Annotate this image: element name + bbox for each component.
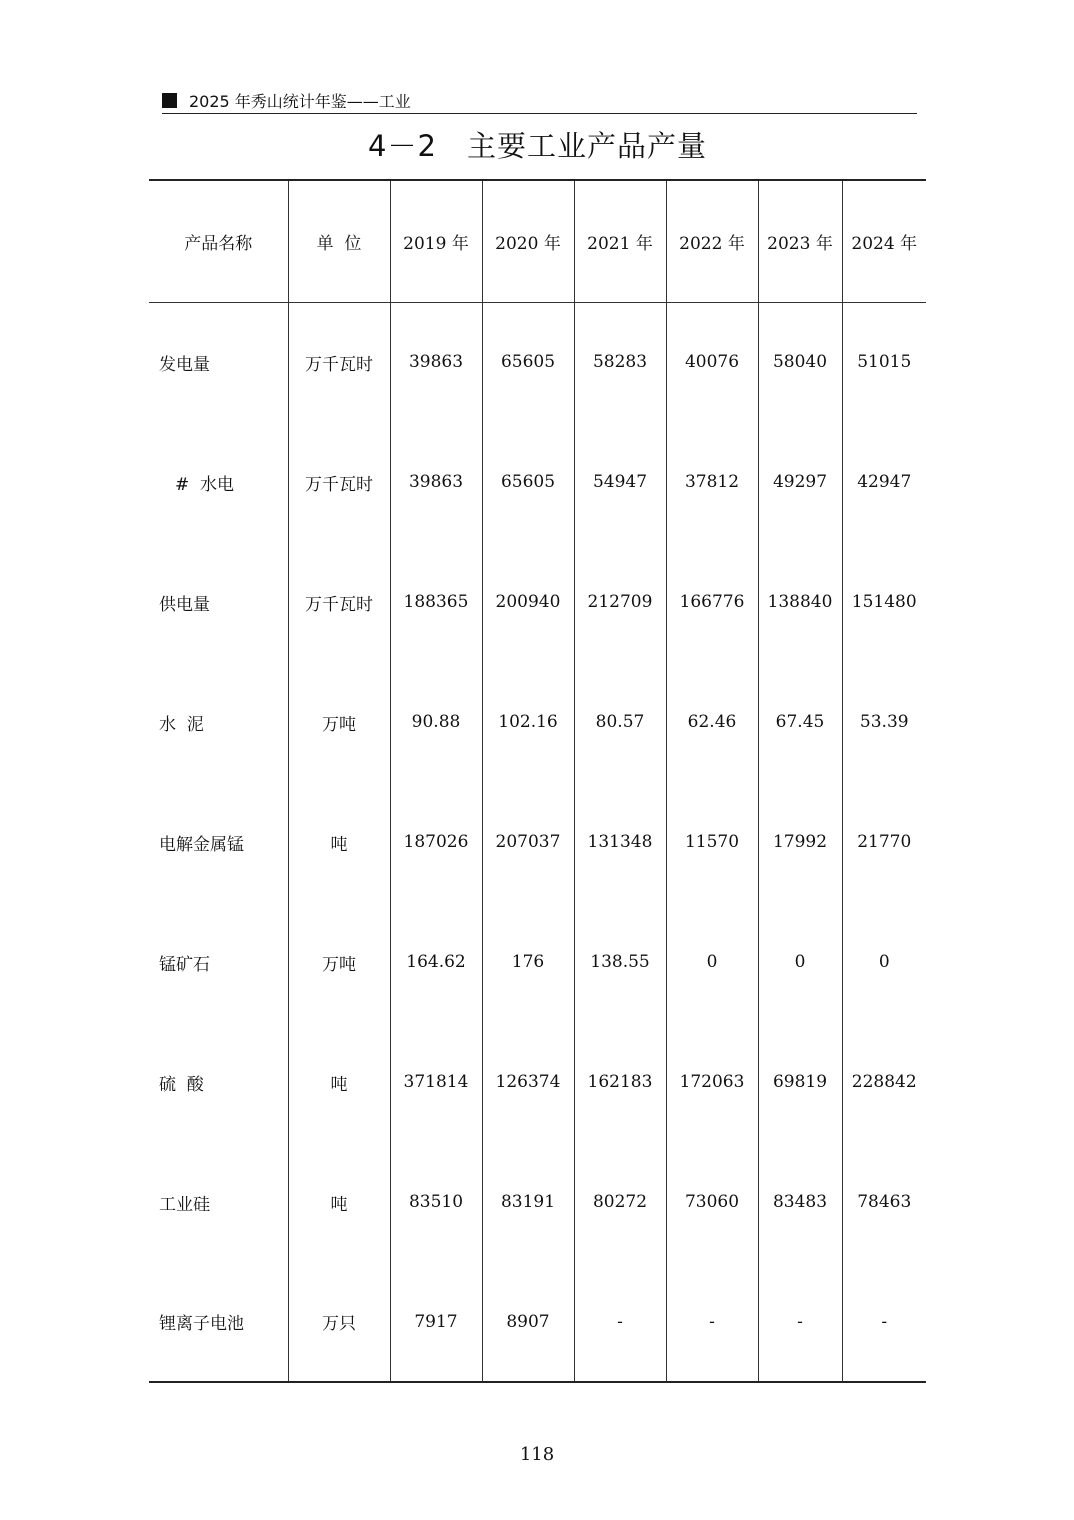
product-name-cell: 水 泥 [159, 714, 204, 735]
value-cell: - [574, 1262, 666, 1382]
running-header-text: 2025 年秀山统计年鉴——工业 [189, 92, 411, 111]
value-cell: 126374 [482, 1022, 574, 1142]
table-row [149, 902, 926, 1022]
unit-cell: 万千瓦时 [288, 422, 390, 542]
unit-cell: 万吨 [288, 662, 390, 782]
unit-cell: 万千瓦时 [288, 542, 390, 662]
value-cell: 207037 [482, 782, 574, 902]
value-cell: 83510 [390, 1142, 482, 1262]
value-cell: - [758, 1262, 842, 1382]
product-name-cell: 锂离子电池 [159, 1314, 244, 1334]
unit-cell: 吨 [288, 782, 390, 902]
value-cell: 83191 [482, 1142, 574, 1262]
header-product-name: 产品名称 [149, 180, 288, 302]
value-cell: 138840 [758, 542, 842, 662]
table-row [149, 422, 926, 542]
value-cell: 172063 [666, 1022, 758, 1142]
header-square-icon [162, 93, 177, 108]
value-cell: 42947 [842, 422, 926, 542]
value-cell: 131348 [574, 782, 666, 902]
value-cell: 228842 [842, 1022, 926, 1142]
value-cell: 8907 [482, 1262, 574, 1382]
unit-cell: 万只 [288, 1262, 390, 1382]
table-row [149, 782, 926, 902]
value-cell: 371814 [390, 1022, 482, 1142]
value-cell: 67.45 [758, 662, 842, 782]
value-cell: 40076 [666, 302, 758, 422]
page-number: 118 [519, 1444, 555, 1465]
value-cell: 21770 [842, 782, 926, 902]
value-cell: 162183 [574, 1022, 666, 1142]
value-cell: 65605 [482, 302, 574, 422]
value-cell: 49297 [758, 422, 842, 542]
header-2023: 2023 年 [758, 180, 842, 302]
value-cell: 187026 [390, 782, 482, 902]
unit-cell: 万千瓦时 [288, 302, 390, 422]
value-cell: 11570 [666, 782, 758, 902]
value-cell: 53.39 [842, 662, 926, 782]
table-row [149, 662, 926, 782]
product-name-cell: 锰矿石 [159, 954, 210, 975]
value-cell: 212709 [574, 542, 666, 662]
value-cell: 7917 [390, 1262, 482, 1382]
header-2019: 2019 年 [390, 180, 482, 302]
table-row [149, 1142, 926, 1262]
value-cell: 0 [758, 902, 842, 1022]
value-cell: 17992 [758, 782, 842, 902]
running-header [162, 88, 917, 114]
product-name-cell: 工业硅 [159, 1194, 210, 1215]
production-table [149, 179, 926, 1383]
value-cell: 151480 [842, 542, 926, 662]
unit-cell: 万吨 [288, 902, 390, 1022]
value-cell: 188365 [390, 542, 482, 662]
value-cell: - [666, 1262, 758, 1382]
value-cell: 164.62 [390, 902, 482, 1022]
value-cell: 138.55 [574, 902, 666, 1022]
value-cell: 73060 [666, 1142, 758, 1262]
table-row [149, 1022, 926, 1142]
value-cell: 0 [666, 902, 758, 1022]
header-2020: 2020 年 [482, 180, 574, 302]
table-row [149, 302, 926, 422]
product-name-cell: # 水电 [175, 474, 235, 495]
header-2021: 2021 年 [574, 180, 666, 302]
value-cell: 39863 [390, 302, 482, 422]
value-cell: 176 [482, 902, 574, 1022]
value-cell: 0 [842, 902, 926, 1022]
value-cell: 69819 [758, 1022, 842, 1142]
value-cell: 58040 [758, 302, 842, 422]
value-cell: 51015 [842, 302, 926, 422]
table-row [149, 1262, 926, 1382]
value-cell: 200940 [482, 542, 574, 662]
value-cell: 37812 [666, 422, 758, 542]
value-cell: 80272 [574, 1142, 666, 1262]
header-2022: 2022 年 [666, 180, 758, 302]
value-cell: 54947 [574, 422, 666, 542]
header-unit: 单 位 [288, 180, 390, 302]
value-cell: 90.88 [390, 662, 482, 782]
page-title: 4－2 主要工业产品产量 [368, 129, 707, 163]
value-cell: 83483 [758, 1142, 842, 1262]
value-cell: 39863 [390, 422, 482, 542]
product-name-cell: 供电量 [159, 594, 210, 615]
value-cell: 166776 [666, 542, 758, 662]
value-cell: 78463 [842, 1142, 926, 1262]
value-cell: 62.46 [666, 662, 758, 782]
product-name-cell: 发电量 [159, 354, 210, 375]
table-body [149, 302, 926, 1382]
table-row [149, 542, 926, 662]
product-name-cell: 硫 酸 [159, 1074, 204, 1095]
product-name-cell: 电解金属锰 [159, 834, 244, 855]
value-cell: 65605 [482, 422, 574, 542]
value-cell: 58283 [574, 302, 666, 422]
value-cell: 80.57 [574, 662, 666, 782]
value-cell: 102.16 [482, 662, 574, 782]
table-header-row [149, 180, 926, 302]
header-2024: 2024 年 [842, 180, 926, 302]
value-cell: - [842, 1262, 926, 1382]
unit-cell: 吨 [288, 1142, 390, 1262]
unit-cell: 吨 [288, 1022, 390, 1142]
